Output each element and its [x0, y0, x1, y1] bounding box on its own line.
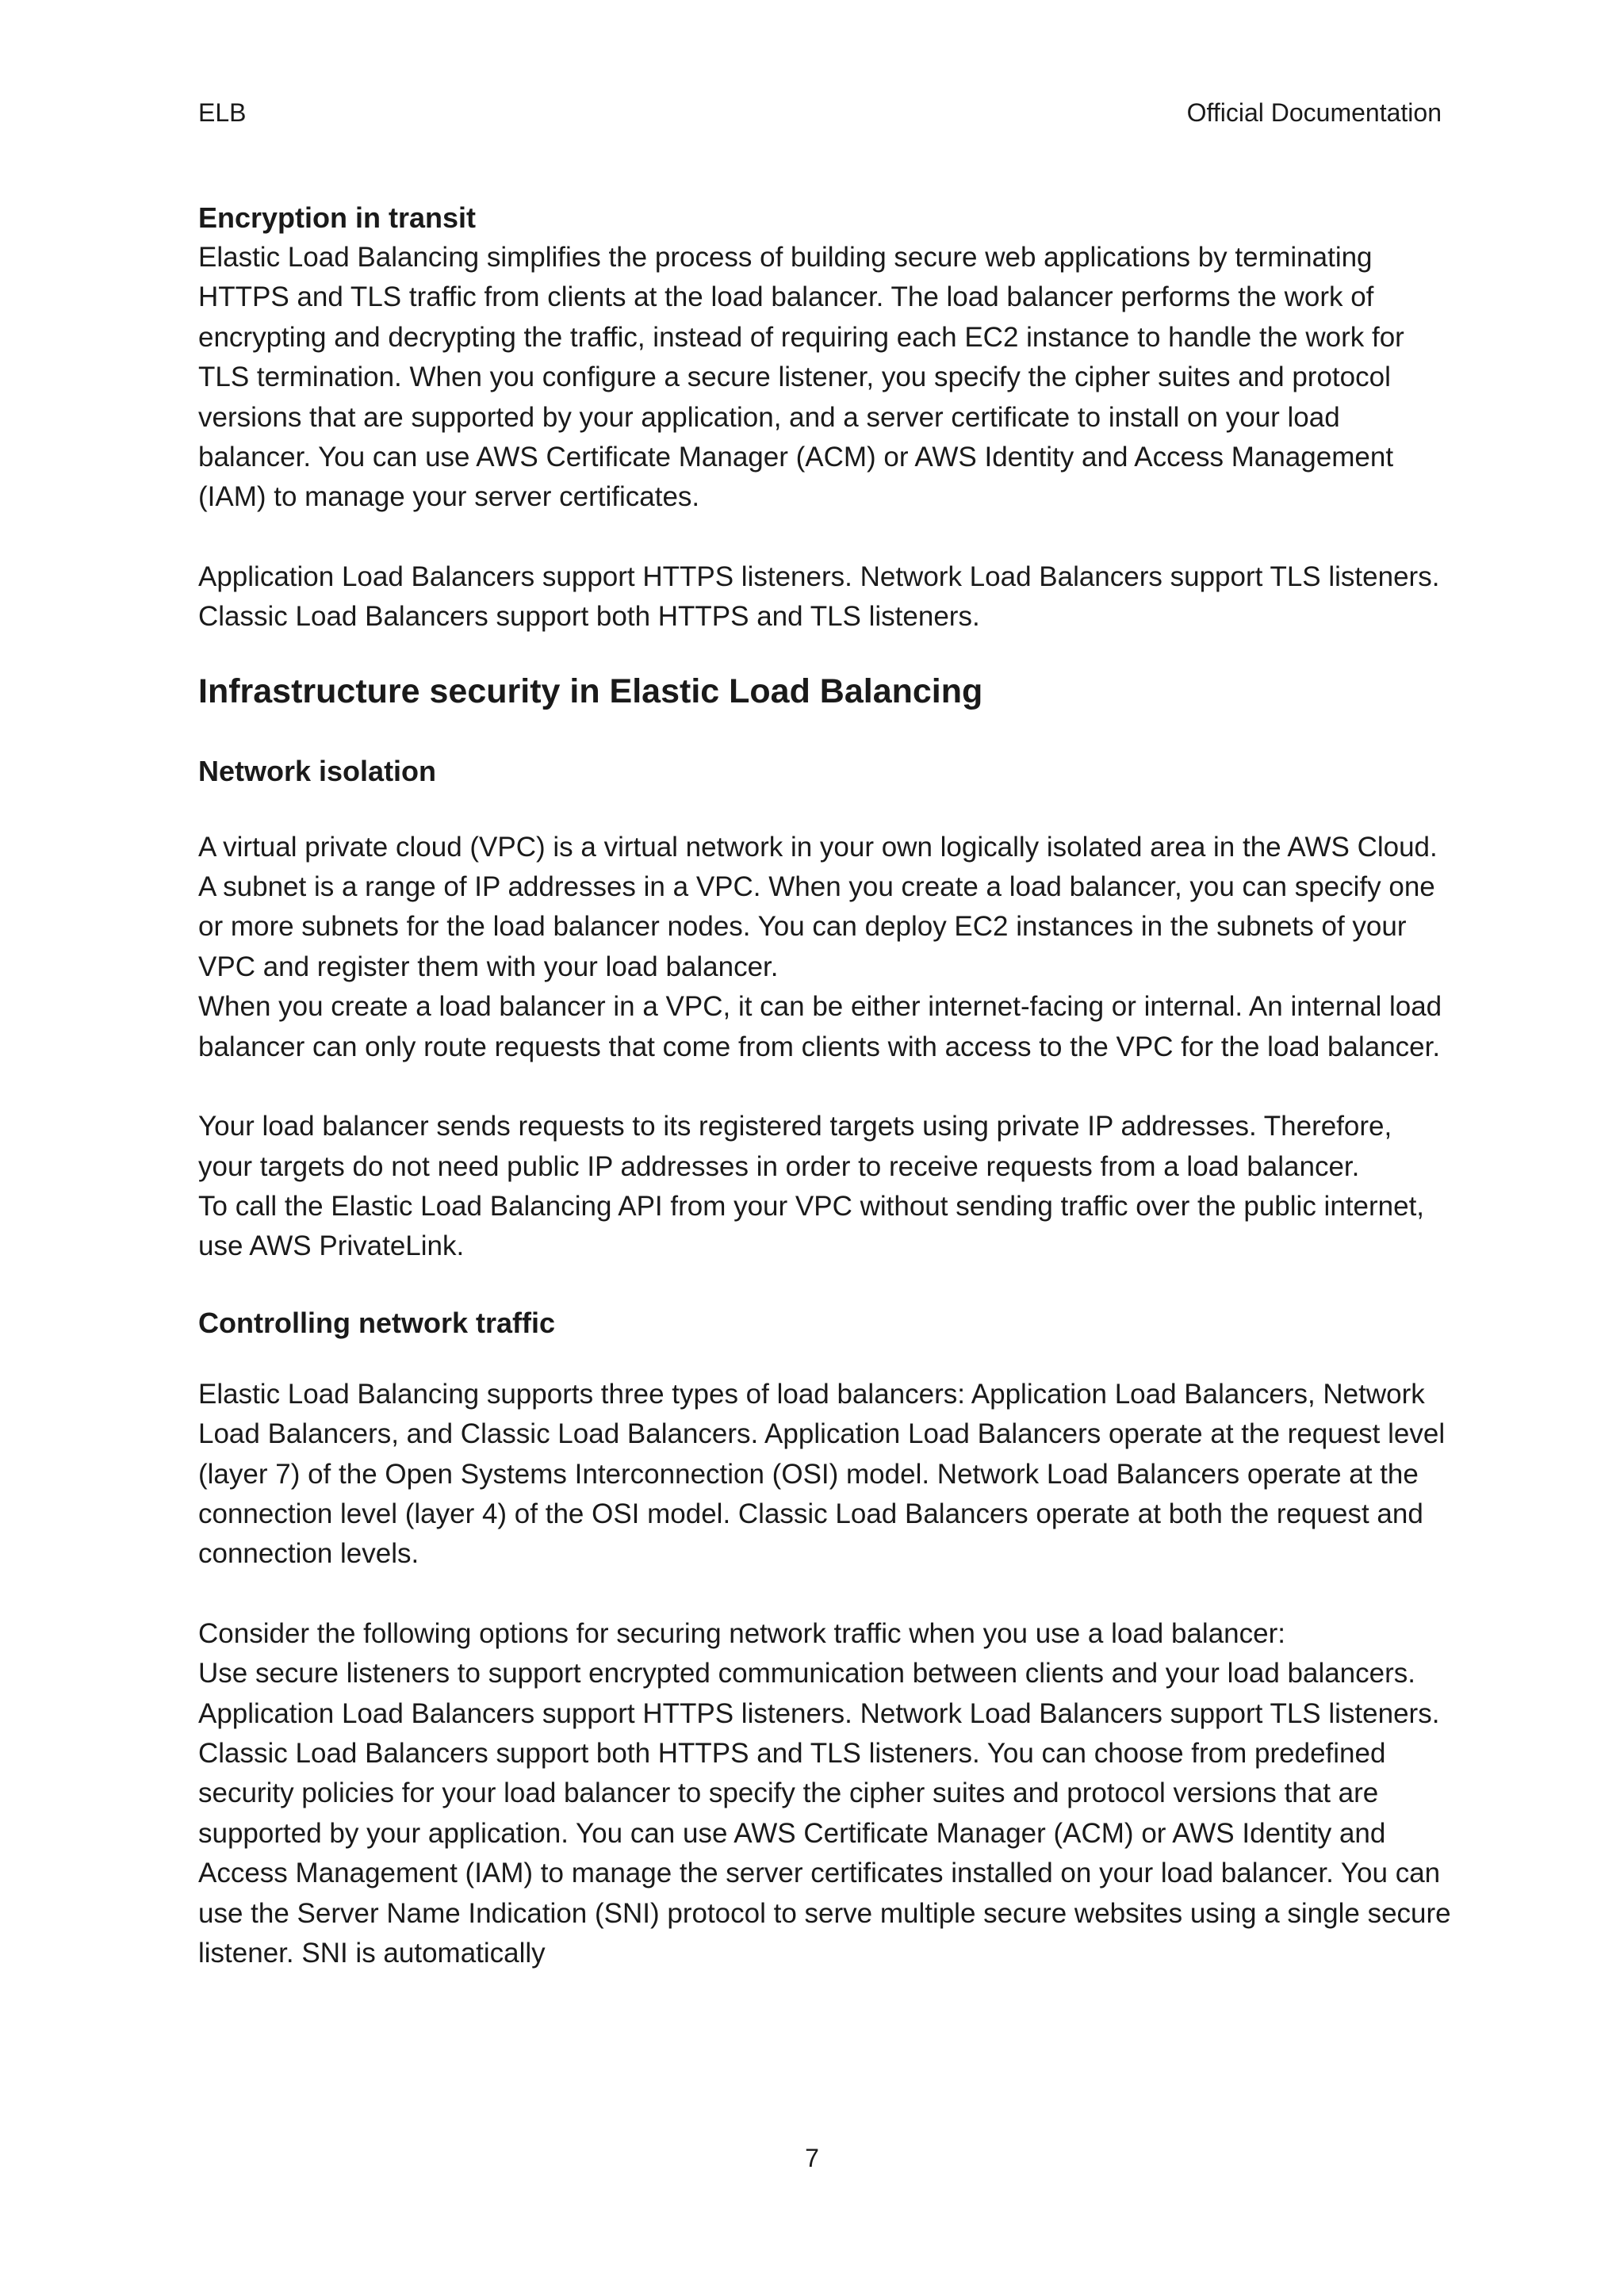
paragraph-encryption-1: Elastic Load Balancing simplifies the process of building secure web applications by terminating HTTPS and TLS traffic from clients at the load balancer. The load balancer performs the work of encrypting and decrypting the traffic, instead of requiring each EC2 instance to handle the work for TLS termination. When you configure a secure listener, you specify the cipher suites and protocol versions that are supported by your application, and a server certificate to install on your load balancer. You can use AWS Certificate Manager (ACM) or AWS Identity and Access Management (IAM) to manage your server certificates.: [198, 242, 1404, 513]
paragraph-traffic-1: Elastic Load Balancing supports three types of load balancers: Application Load Balancers, Network Load Balancers, and Classic Load Balancers. Application Load Balancers operate at the request level (layer 7) of the Open Systems Interconnection (OSI) model. Network Load Balancers operate at the connection level (layer 4) of the OSI model. Classic Load Balancers operate at both the request and connection levels.: [198, 1378, 1446, 1570]
paragraph-traffic-3: Use secure listeners to support encrypted communication between clients and your load balancers. Application Load Balancers support HTTPS listeners. Network Load Balancers support TLS listeners. Classic Load Balancers support both HTTPS and TLS listeners. You can choose from predefined security policies for your load balancer to specify the cipher suites and protocol versions that are supported by your application. You can use AWS Certificate Manager (ACM) or AWS Identity and Access Management (IAM) to manage the server certificates installed on your load balancer. You can use the Server Name Indication (SNI) protocol to serve multiple secure websites using a single secure listener. SNI is automatically: [198, 1658, 1451, 1969]
page-body: [198, 198, 1451, 1973]
heading-controlling-network-traffic: Controlling network traffic: [198, 1306, 555, 1339]
page-number: 7: [805, 2144, 819, 2172]
paragraph-isolation-3: Your load balancer sends requests to its registered targets using private IP addresses. Therefore, your targets do not need public IP addresses in order to receive requests from a load balancer.: [198, 1111, 1392, 1182]
header-doc-type: Official Documentation: [1186, 98, 1442, 127]
heading-network-isolation: Network isolation: [198, 754, 437, 787]
paragraph-isolation-2: When you create a load balancer in a VPC, it can be either internet-facing or internal. An internal load balancer can only route requests that come from clients with access to the VPC for the load balancer.: [198, 991, 1442, 1062]
heading-infrastructure-security: Infrastructure security in Elastic Load Balancing: [198, 672, 983, 710]
paragraph-isolation-4: To call the Elastic Load Balancing API from your VPC without sending traffic over the public internet, use AWS PrivateLink.: [198, 1190, 1425, 1262]
header-doc-name: ELB: [198, 98, 247, 127]
paragraph-isolation-1: A virtual private cloud (VPC) is a virtual network in your own logically isolated area in the AWS Cloud. A subnet is a range of IP addresses in a VPC. When you create a load balancer, you can specify one or more subnets for the load balancer nodes. You can deploy EC2 instances in the subnets of your VPC and register them with your load balancer.: [198, 831, 1438, 982]
paragraph-traffic-2: Consider the following options for securing network traffic when you use a load balancer:: [198, 1617, 1285, 1649]
paragraph-encryption-2: Application Load Balancers support HTTPS listeners. Network Load Balancers support TLS listeners. Classic Load Balancers support both HTTPS and TLS listeners.: [198, 561, 1440, 633]
heading-encryption-in-transit: Encryption in transit: [198, 201, 477, 234]
